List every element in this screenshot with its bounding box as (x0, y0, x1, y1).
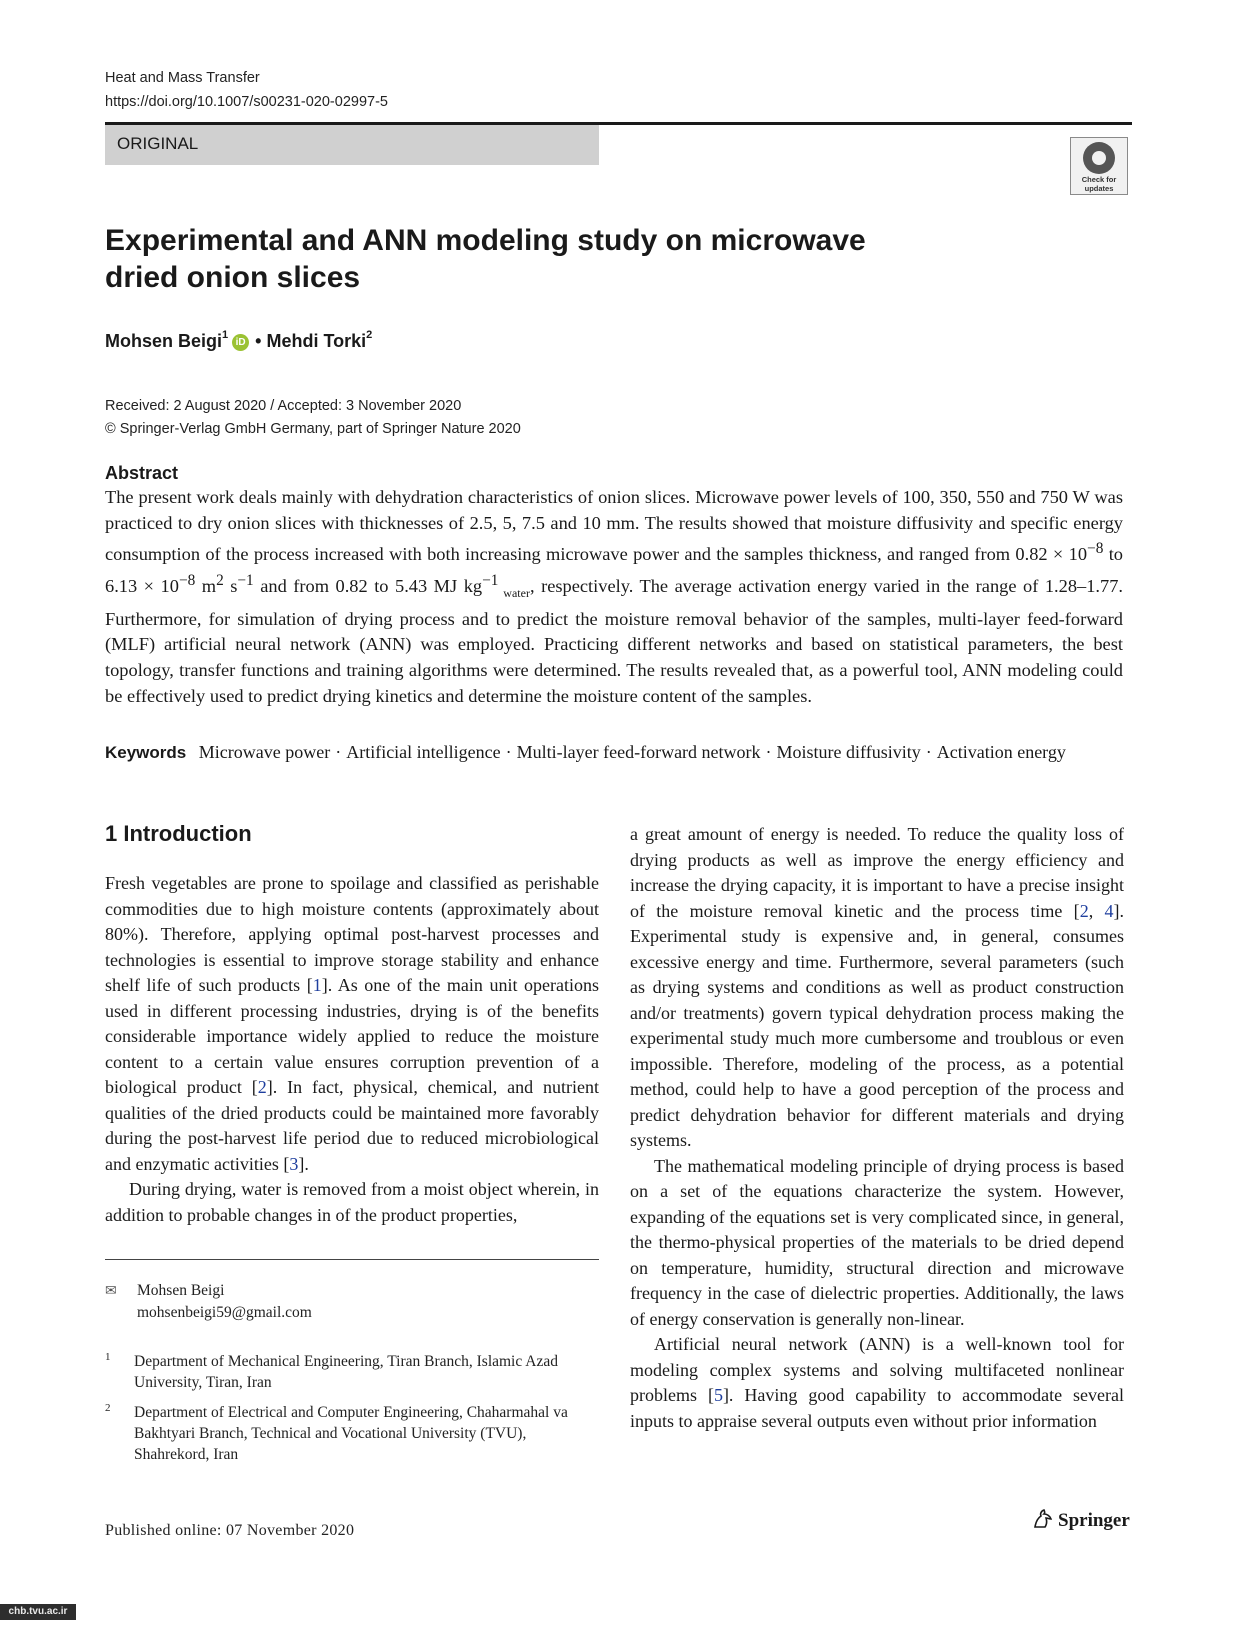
site-watermark-badge: chb.tvu.ac.ir (0, 1604, 76, 1620)
keywords-label: Keywords (105, 743, 187, 762)
published-online: Published online: 07 November 2020 (105, 1522, 355, 1539)
paragraph: During drying, water is removed from a moist object wherein, in addition to probable changes in of the product properties, (105, 1179, 599, 1225)
orcid-icon[interactable]: iD (232, 334, 249, 351)
keyword-item: Artificial intelligence (346, 742, 501, 762)
paragraph: Artificial neural network (ANN) is a well-known tool for modeling complex systems and solving multifaceted nonlinear problems [5]. Having good capability to accommodate several inputs to appraise several outputs even without prior information (630, 1334, 1125, 1431)
check-for-updates-badge[interactable] (1070, 137, 1128, 195)
keyword-item: Activation energy (936, 742, 1066, 762)
reference-link[interactable]: 3 (289, 1153, 299, 1174)
author-name-2[interactable]: Mehdi Torki (266, 331, 367, 351)
affiliation-text: Department of Mechanical Engineering, Tiran Branch, Islamic Azad University, Tiran, Iran (134, 1353, 558, 1391)
doi-link[interactable]: https://doi.org/10.1007/s00231-020-02997-5 (105, 94, 388, 110)
paragraph: Fresh vegetables are prone to spoilage and classified as perishable commodities due to high moisture contents (approximately about 80%). Therefore, applying optimal post-harvest processes and technologies is essential to improve storage stability and enhance shelf life of such products [1]. As one of the main unit operations used in different processing industries, drying is of the benefits considerable importance widely applied to reduce the moisture content to a certain value ensures corruption prevention of a biological product [2]. In fact, physical, chemical, and nutrient qualities of the dried products could be maintained more favorably during the post-harvest life period due to reduced microbiological and enzymatic activities [3]. (105, 873, 600, 1174)
paragraph: a great amount of energy is needed. To reduce the quality loss of drying products as well as improve the energy efficiency and increase the drying capacity, it is important to have a precise insight of the moisture removal kinetic and the process time [2, 4]. Experimental study is expensive and, in general, consumes excessive energy and time. Furthermore, several parameters (such as drying systems and conditions as well as product construction and/or treatments) govern typical dehydration process making the experimental study much more cumbersome and troublous or even impossible. Therefore, modeling of the process, as a potential method, could help to have a good perception of the process and predict dehydration behavior for different materials and drying systems. (630, 824, 1124, 1150)
abstract-body: The present work deals mainly with dehydration characteristics of onion slices. Microwave power levels of 100, 350, 550 and 750 W was practiced to dry onion slices with thicknesses of 2.5, 5, 7.5 and 10 mm. The results showed that moisture diffusivity and specific energy consumption of the process increased with both increasing microwave power and the samples thickness, and ranged from $0.82 \times 10^{-8}$ to $6.13 \times 10^{-8}$ $m^2$ $s^{-1}$ and from 0.82 to 5.43 MJ $kg^{-1}$ $_{water}$, respectively. The average activation energy varied in the range of 1.28–1.77. Furthermore, for simulation of drying process and to predict the moisture removal behavior of the samples, multi-layer feed-forward (MLF) artificial neural network (ANN) was employed. Practicing different networks and based on statistical parameters, the best topology, transfer functions and training algorithms were determined. The results revealed that, as a powerful tool, ANN modeling could be effectively used to predict drying kinetics and determine the moisture content of the samples. (105, 487, 1124, 706)
springer-wordmark: Springer (1058, 1510, 1130, 1531)
section-band (105, 125, 599, 165)
journal-name: Heat and Mass Transfer (105, 70, 260, 86)
crossmark-label: Check for updates (1081, 175, 1117, 193)
keyword-item: Multi-layer feed-forward network (516, 742, 761, 762)
corresponding-author (105, 1280, 312, 1323)
corresponding-name: Mohsen Beigi (137, 1282, 225, 1299)
keyword-item: Microwave power (198, 742, 331, 762)
reference-link[interactable]: 2 (257, 1077, 267, 1097)
corresponding-email[interactable]: mohsenbeigi59@gmail.com (137, 1304, 312, 1321)
article-dates (105, 395, 521, 441)
abstract-heading: Abstract (105, 463, 179, 483)
section-heading-introduction: 1 Introduction (105, 821, 252, 846)
envelope-icon: ✉ (105, 1284, 117, 1299)
keyword-item: Moisture diffusivity (776, 742, 921, 762)
section-label: ORIGINAL (117, 134, 199, 153)
keywords-line (105, 742, 1135, 763)
author-name-1[interactable]: Mohsen Beigi (105, 331, 223, 351)
keyword-separator: · (335, 742, 342, 762)
copyright-line: © Springer-Verlag GmbH Germany, part of Springer Nature 2020 (105, 421, 521, 437)
body-column-left (105, 871, 599, 1228)
reference-link[interactable]: 2 (1079, 900, 1089, 921)
crossmark-icon (1083, 142, 1115, 174)
body-column-right (630, 822, 1124, 1434)
author-list (105, 331, 372, 352)
reference-link[interactable]: 1 (312, 975, 322, 995)
affiliation-number: 1 (105, 1351, 111, 1363)
keyword-separator: · (925, 742, 932, 762)
affiliation-2 (105, 1402, 599, 1465)
author-affil-2: 2 (366, 329, 373, 341)
keyword-separator: · (765, 742, 772, 762)
footnote-rule (105, 1259, 599, 1260)
reference-link[interactable]: 5 (713, 1385, 723, 1405)
author-separator: • (255, 331, 262, 351)
reference-link[interactable]: 4 (1104, 900, 1114, 921)
journal-header (105, 66, 388, 114)
affiliation-1 (105, 1351, 599, 1393)
springer-logo (1032, 1508, 1130, 1532)
received-accepted: Received: 2 August 2020 / Accepted: 3 November 2020 (105, 398, 462, 414)
springer-horse-icon (1032, 1508, 1054, 1530)
affiliation-text: Department of Electrical and Computer Engineering, Chaharmahal va Bakhtyari Branch, Technical and Vocational University (TVU), Shahrekord, Iran (134, 1404, 568, 1463)
keyword-separator: · (505, 742, 512, 762)
affiliation-number: 2 (105, 1402, 111, 1414)
author-affil-1: 1 (222, 329, 229, 341)
article-title: Experimental and ANN modeling study on microwave dried onion slices (105, 224, 866, 294)
paragraph: The mathematical modeling principle of drying process is based on a set of the equations characterize the system. However, expanding of the equations set is very complicated since, in general, the thermo-physical properties of the materials to be dried depend on temperature, humidity, structural direction and microwave frequency in the case of dielectric properties. Additionally, the laws of energy conservation is generally non-linear. (630, 1155, 1124, 1329)
